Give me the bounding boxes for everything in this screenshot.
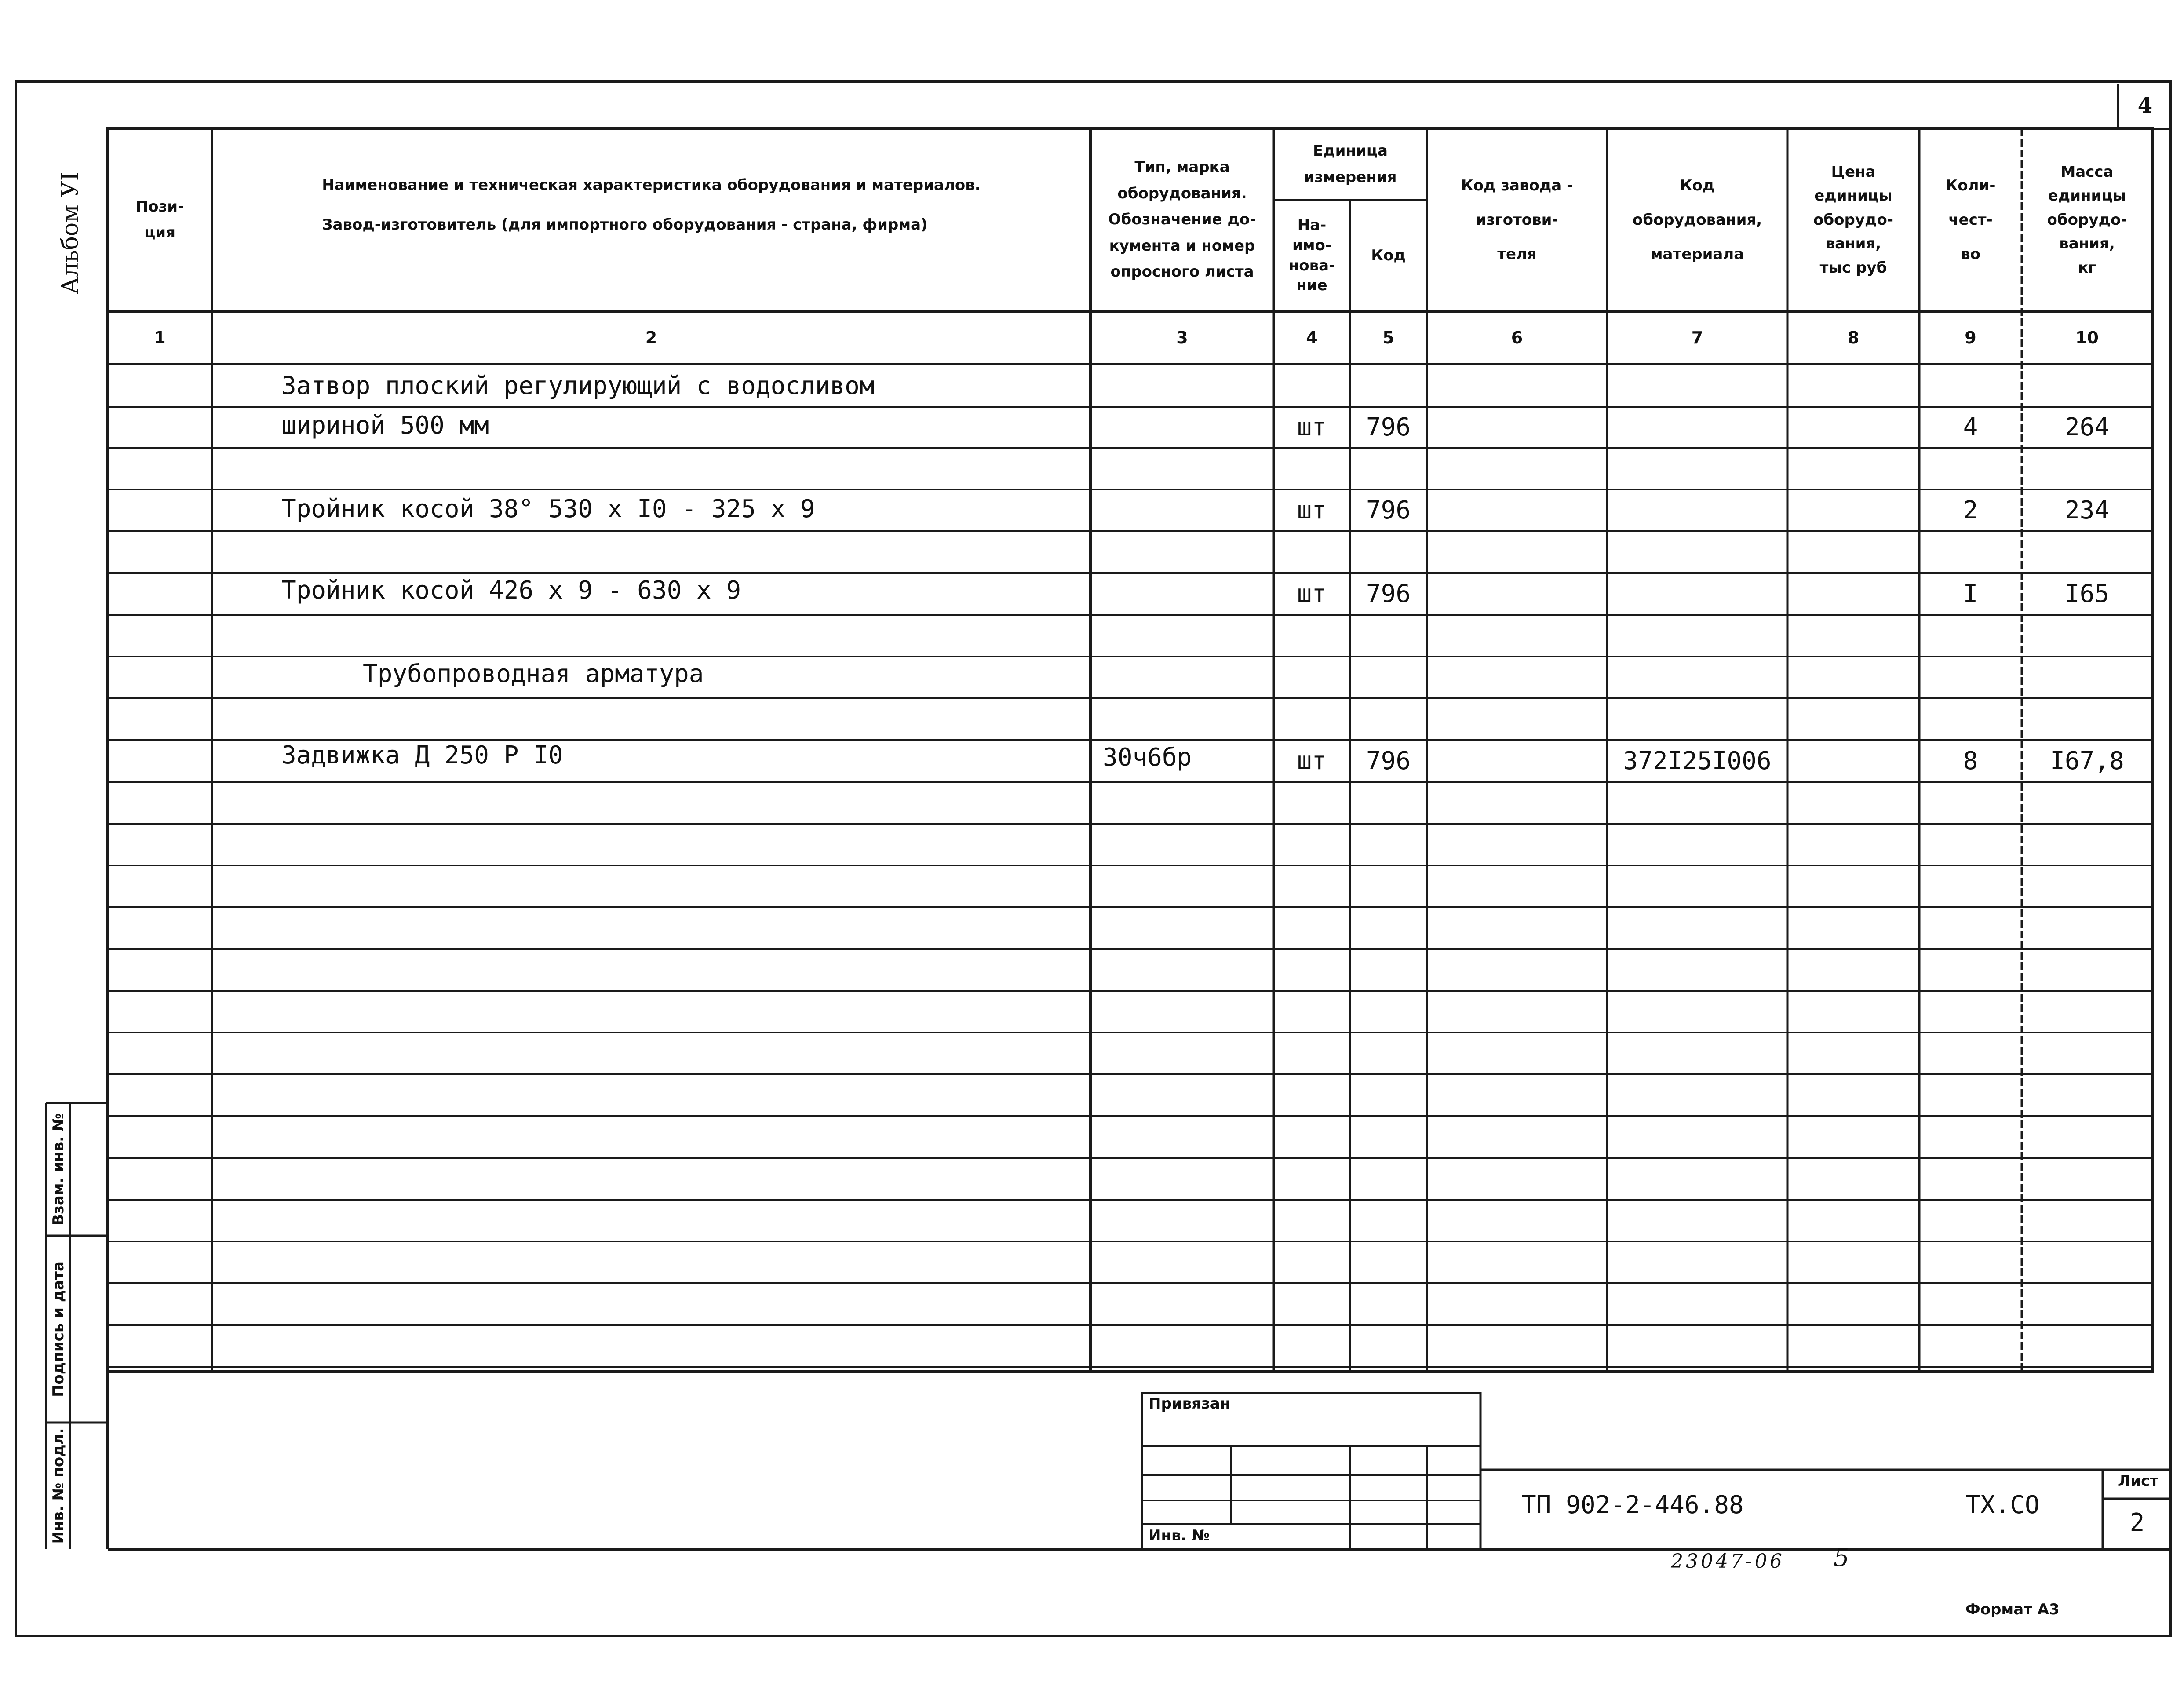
item-quantity: 2: [1963, 496, 1978, 525]
item-mass: 264: [2064, 413, 2110, 442]
item-unit: шт: [1297, 580, 1327, 608]
document-code: ТХ.СО: [1965, 1491, 2040, 1519]
item-unit-code: 796: [1366, 413, 1411, 442]
section-title: Трубопроводная арматура: [363, 660, 704, 688]
header-col-name-line2: Завод-изготовитель (для импортного оборудования - страна, фирма): [322, 216, 928, 234]
header-col-name: [212, 128, 1090, 311]
header-unit-group: Единица измерения: [1304, 142, 1397, 186]
sheet-label: Лист: [2118, 1472, 2158, 1490]
item-unit: шт: [1297, 496, 1327, 525]
item-unit: шт: [1297, 747, 1327, 775]
album-label: Альбом УI: [57, 172, 84, 295]
side-stamp-inv-replaced: Взам. инв. №: [49, 1113, 67, 1226]
sheet-corner-number: 4: [2117, 84, 2171, 130]
column-number: 5: [1382, 328, 1394, 347]
header-col-unit-name: На- имо- нова- ние: [1288, 216, 1335, 295]
side-stamp-sign-date: Подпись и дата: [49, 1261, 67, 1397]
document-designation: ТП 902-2-446.88: [1521, 1491, 1744, 1519]
item-unit-code: 796: [1366, 580, 1411, 608]
sheet-number: 2: [2129, 1508, 2145, 1537]
item-mass: 234: [2064, 496, 2110, 525]
bound-label: Привязан: [1149, 1395, 1231, 1412]
header-col-unit-code: Код: [1371, 246, 1406, 264]
header-col-type: Тип, марка оборудования. Обозначение до- кумента и номер опросного листа: [1108, 158, 1256, 281]
item-name: Тройник косой 426 х 9 - 630 х 9: [281, 576, 741, 605]
item-unit-code: 796: [1366, 747, 1411, 775]
inv-number-label: Инв. №: [1149, 1527, 1210, 1544]
item-quantity: 4: [1963, 413, 1978, 442]
header-col-position: Пози- ция: [135, 197, 184, 241]
header-col-mass: Масса единицы оборудо- вания, кг: [2047, 163, 2127, 277]
header-col-factory-code: Код завода - изготови- теля: [1461, 176, 1573, 263]
side-stamp-inv-orig: Инв. № подл.: [49, 1428, 67, 1544]
column-number: 1: [154, 328, 166, 347]
header-col-price: Цена единицы оборудо- вания, тыс руб: [1813, 163, 1893, 277]
header-col-equipment-code: Код оборудования, материала: [1632, 176, 1762, 263]
column-number: 3: [1176, 328, 1188, 347]
item-type: 30ч6бр: [1103, 743, 1192, 772]
header-col-quantity: Коли- чест- во: [1945, 176, 1996, 263]
item-mass: I65: [2064, 580, 2110, 608]
item-unit: шт: [1297, 413, 1327, 442]
item-mass: I67,8: [2050, 747, 2124, 775]
column-number: 10: [2075, 328, 2099, 347]
column-number: 6: [1511, 328, 1523, 347]
item-equipment-code: 372I25I006: [1623, 747, 1772, 775]
column-number: 2: [645, 328, 657, 347]
item-name: шириной 500 мм: [281, 411, 489, 440]
item-name: Тройник косой 38° 530 х I0 - 325 х 9: [281, 495, 815, 523]
item-name: Затвор плоский регулирующий с водосливом: [281, 372, 875, 400]
item-unit-code: 796: [1366, 496, 1411, 525]
header-col-name-line1: Наименование и техническая характеристика оборудования и материалов.: [322, 176, 981, 194]
column-number: 7: [1691, 328, 1703, 347]
item-quantity: 8: [1963, 747, 1978, 775]
column-number: 9: [1965, 328, 1976, 347]
archive-number: 23047-06: [1671, 1550, 1785, 1573]
column-number: 8: [1847, 328, 1859, 347]
column-number: 4: [1306, 328, 1318, 347]
format-label: Формат А3: [1965, 1601, 2060, 1618]
item-quantity: I: [1963, 580, 1978, 608]
item-name: Задвижка Д 250 Р I0: [281, 741, 563, 770]
archive-page: 5: [1834, 1544, 1852, 1572]
